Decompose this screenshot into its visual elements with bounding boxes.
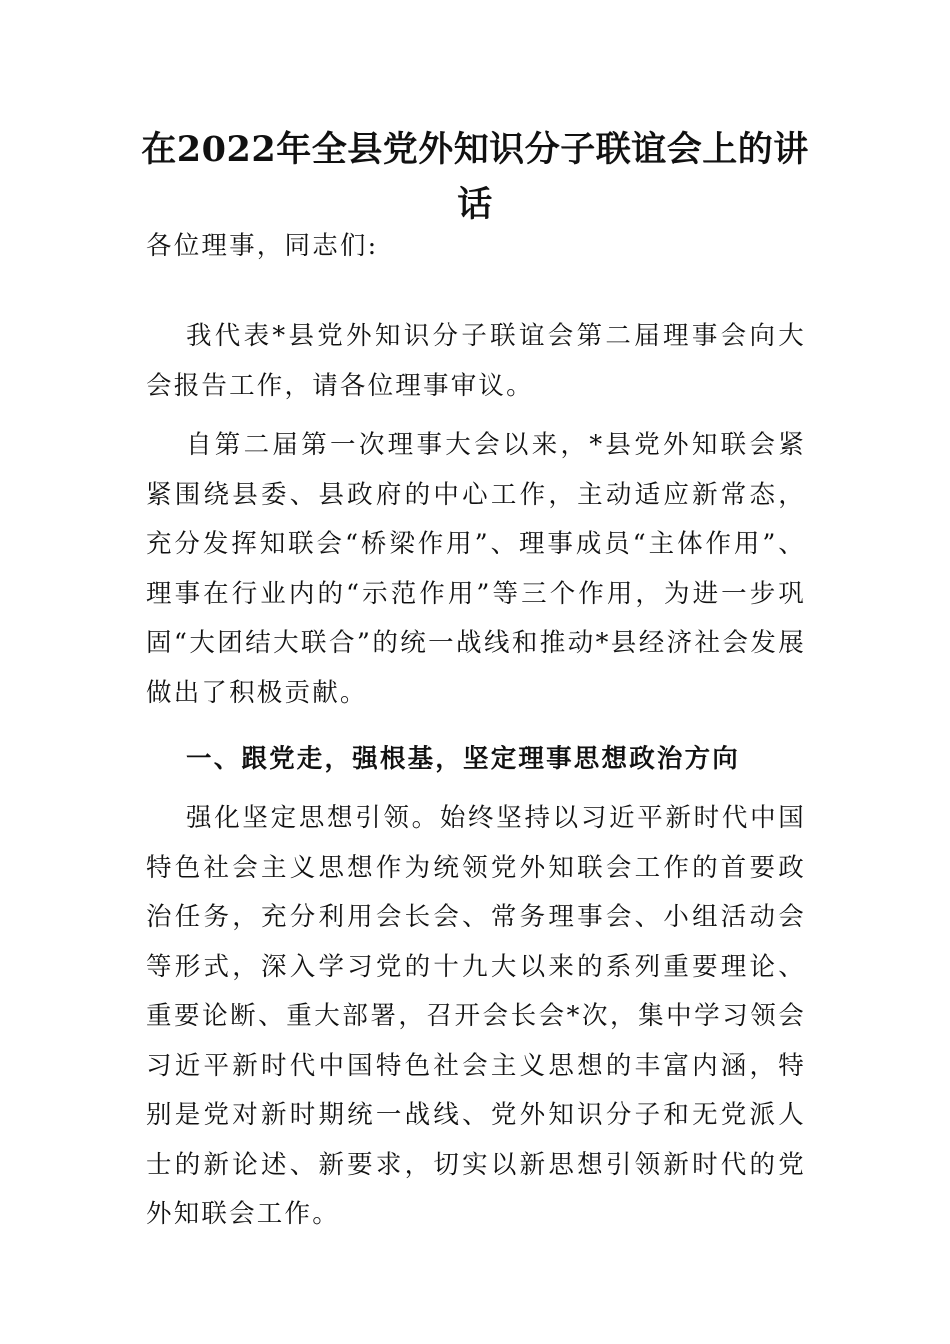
summary-paragraph: 自第二届第一次理事大会以来，*县党外知联会紧紧围绕县委、县政府的中心工作，主动适应新常态，充分发挥知联会“桥梁作用”、理事成员“主体作用”、理事在行业内的“示范作用”等三个作用，为进一步巩固“大团结大联合”的统一战线和推动*县经济社会发展做出了积极贡献。 [146, 430, 806, 708]
salutation: 各位理事，同志们: [146, 231, 379, 261]
document-title: 在2022年全县党外知识分子联谊会上的讲话 [141, 129, 809, 225]
section-paragraph: 强化坚定思想引领。始终坚持以习近平新时代中国特色社会主义思想作为统领党外知联会工作的首要政治任务，充分利用会长会、常务理事会、小组活动会等形式，深入学习党的十九大以来的系列重要理论、重要论断、重大部署，召开会长会*次，集中学习领会习近平新时代中国特色社会主义思想的丰富内涵，特别是党对新时期统一战线、党外知识分子和无党派人士的新论述、新要求，切实以新思想引领新时代的党外知联会工作。 [146, 803, 806, 1229]
section-heading: 一、跟党走，强根基，坚定理事思想政治方向 [186, 744, 741, 774]
intro-paragraph: 我代表*县党外知识分子联谊会第二届理事会向大会报告工作，请各位理事审议。 [146, 321, 806, 401]
